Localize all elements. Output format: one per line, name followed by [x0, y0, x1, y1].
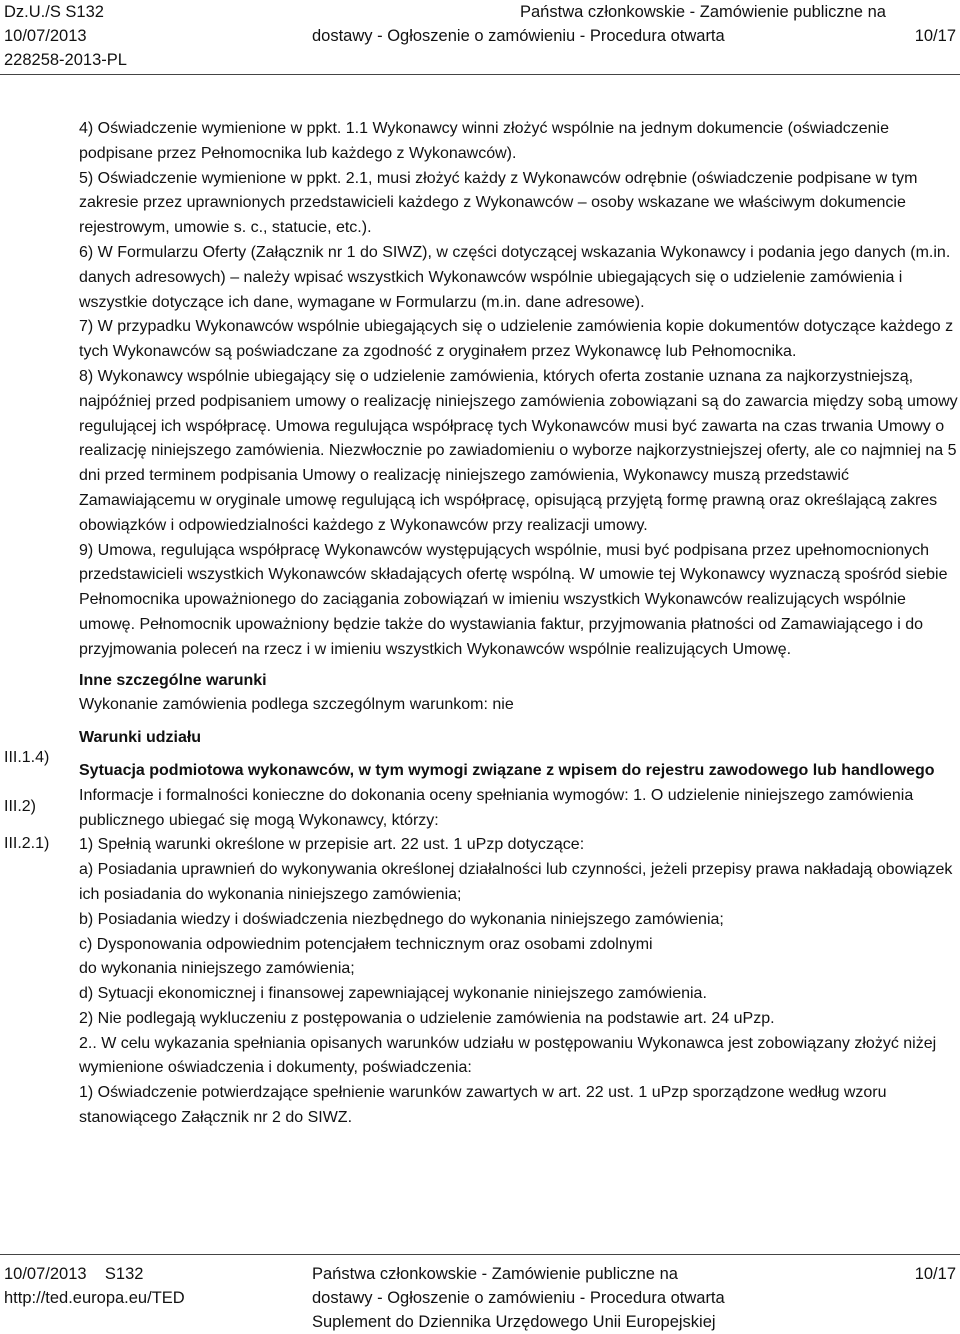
requirement-line: 1) Spełnią warunki określone w przepisie art. 22 ust. 1 uPzp dotyczące: — [79, 836, 585, 854]
header-journal-ref: Dz.U./S S132 — [4, 3, 104, 21]
requirement-line: d) Sytuacji ekonomicznej i finansowej zapewniającej wykonanie niniejszego zamówienia. — [79, 985, 707, 1003]
page-header — [0, 0, 960, 76]
paragraph-4: 4) Oświadczenie wymienione w ppkt. 1.1 Wykonawcy winni złożyć wspólnie na jednym dokumencie (oświadczenie podpisane przez Pełnomocnika lub każdego z Wykonawców). — [79, 120, 889, 162]
requirement-line: 1) Oświadczenie potwierdzające spełnienie warunków zawartych w art. 22 ust. 1 uPzp sporządzone według wzoru stanowiącego Załącznik nr 2 do SIWZ. — [79, 1084, 887, 1127]
header-date: 10/07/2013 — [4, 27, 87, 45]
section-title-personal-situation: Sytuacja podmiotowa wykonawców, w tym wymogi związane z wpisem do rejestru zawodowego lub handlowego — [79, 761, 935, 779]
other-conditions-text: Wykonanie zamówienia podlega szczególnym warunkom: nie — [79, 696, 514, 714]
paragraph-5: 5) Oświadczenie wymienione w ppkt. 2.1, musi złożyć każdy z Wykonawców odrębnie (oświadczenie podpisane w tym zakresie przez uprawnionych przedstawicieli każdego z Wykonawców – osoby wskazane we właściwym dokumencie rejestrowym, umowie s. c., statucie, etc.). — [79, 169, 918, 237]
requirement-line: 2) Nie podlegają wykluczeniu z postępowania o udzielenie zamówienia na podstawie art. 24 uPzp. — [79, 1009, 775, 1027]
header-left — [4, 0, 127, 72]
requirement-line: Informacje i formalności konieczne do dokonania oceny spełniania wymogów: 1. O udzielenie niniejszego zamówienia publicznego ubiegać się mogą Wykonawcy, którzy: — [79, 786, 914, 829]
footer-center — [312, 1262, 932, 1334]
document-body — [79, 117, 959, 1131]
paragraph-9: 9) Umowa, regulująca współpracę Wykonawców występujących wspólnie, musi być podpisana przez upełnomocnionych przedstawicieli wszystkich Wykonawców składających ofertę wspólną. W umowie tej Wykonawcy wyznaczą spośród siebie Pełnomocnika upoważnionego do zaciągania zobowiązań w imieniu wszystkich Wykonawców realizujących wspólnie umowę. Pełnomocnik upoważniony będzie także do wystawiania faktur, przyjmowania płatności od Zamawiającego i do przyjmowania poleceń na rzecz i w imieniu wszystkich Wykonawców wspólnie realizujących Umowę. — [79, 541, 948, 658]
header-category-line2: dostawy - Ogłoszenie o zamówieniu - Procedura otwarta — [312, 27, 725, 45]
header-category-line1: Państwa członkowskie - Zamówienie publiczne na — [520, 3, 886, 21]
section-number-iii-2-1: III.2.1) — [4, 835, 50, 852]
footer-category-line1: Państwa członkowskie - Zamówienie publiczne na — [312, 1265, 678, 1283]
footer-supplement: Suplement do Dziennika Urzędowego Unii Europejskiej — [312, 1313, 716, 1331]
header-notice-number: 228258-2013-PL — [4, 51, 127, 69]
header-divider — [0, 74, 960, 75]
header-center — [312, 0, 886, 48]
requirement-line: a) Posiadania uprawnień do wykonywania określonej działalności lub czynności, jeżeli przepisy prawa nakładają obowiązek ich posiadania do wykonania niniejszego zamówienia; — [79, 861, 953, 903]
paragraph-7: 7) W przypadku Wykonawców wspólnie ubiegających się o udzielenie zamówienia kopie dokumentów dotyczące każdego z tych Wykonawców są poświadczane za zgodność z oryginałem przez Wykonawcę lub Pełnomocnika. — [79, 318, 954, 361]
section-title-participation: Warunki udziału — [79, 729, 202, 747]
section-number-iii-1-4: III.1.4) — [4, 749, 50, 766]
footer-divider — [0, 1254, 960, 1255]
requirement-line: b) Posiadania wiedzy i doświadczenia niezbędnego do wykonania niniejszego zamówienia; — [79, 910, 724, 928]
page-footer — [0, 1262, 960, 1334]
paragraph-6: 6) W Formularzu Oferty (Załącznik nr 1 do SIWZ), w części dotyczącej wskazania Wykonawcy i podania jego danych (m.in. danych adresowych) – należy wpisać wszystkich Wykonawców wspólnie ubiegających się o udzielenie zamówienia i wszystkie dotyczące ich dane, wymagane w Formularzu (m.in. dane adresowe). — [79, 243, 951, 311]
footer-url-link[interactable]: http://ted.europa.eu/TED — [4, 1289, 185, 1307]
section-title-other-conditions: Inne szczególne warunki — [79, 671, 267, 689]
section-number-iii-2: III.2) — [4, 798, 37, 815]
footer-category-line2: dostawy - Ogłoszenie o zamówieniu - Procedura otwarta — [312, 1289, 725, 1307]
requirement-line: 2.. W celu wykazania spełniania opisanych warunków udziału w postępowaniu Wykonawca jest zobowiązany złożyć niżej wymienione oświadczenia i dokumenty, poświadczenia: — [79, 1034, 937, 1077]
header-page-number: 10/17 — [914, 27, 956, 45]
requirement-line: c) Dysponowania odpowiednim potencjałem technicznym oraz osobami zdolnymi — [79, 935, 653, 953]
requirement-line: do wykonania niniejszego zamówienia; — [79, 960, 355, 978]
footer-page-number: 10/17 — [914, 1265, 956, 1283]
footer-date-issue: 10/07/2013 S132 — [4, 1265, 144, 1283]
paragraph-8: 8) Wykonawcy wspólnie ubiegający się o udzielenie zamówienia, których oferta zostanie uznana za najkorzystniejszą, najpóźniej przed podpisaniem umowy o realizację niniejszego zamówienia zobowiązani są do zawarcia między sobą umowy regulującej ich współpracę. Umowa regulująca współpracę tych Wykonawców musi być zawarta na czas trwania Umowy o realizację niniejszego zamówienia. Niezwłocznie po zawiadomieniu o wyborze najkorzystniejszej oferty, ale co najmniej na 5 dni przed terminem podpisania Umowy o realizację niniejszego zamówienia, Wykonawcy muszą przedstawić Zamawiającemu w oryginale umowę regulującą ich współpracę, opisującą przyjętą formę prawną oraz określającą zakres obowiązków i odpowiedzialności każdego z Wykonawców przy realizacji umowy. — [79, 367, 958, 534]
